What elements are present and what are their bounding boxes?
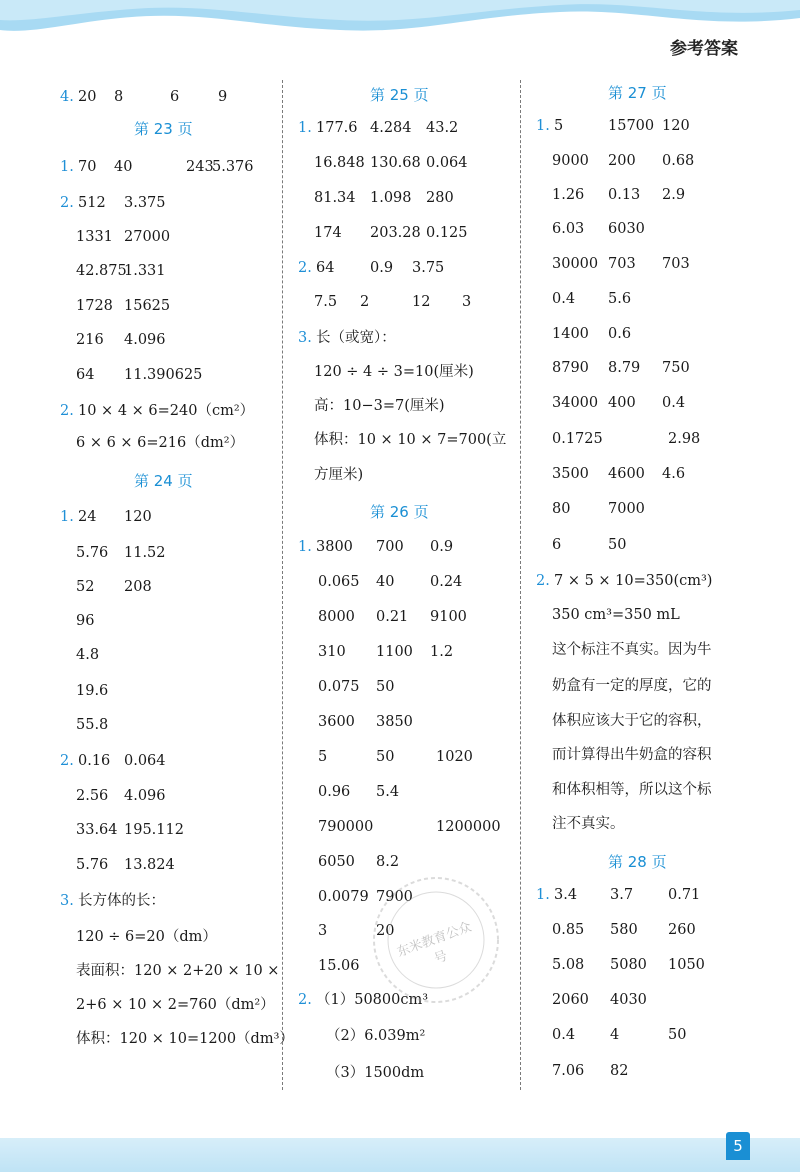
answer-value: 11.390625 (124, 367, 203, 383)
answer-value: 27000 (124, 229, 171, 245)
question-number: 2. (298, 260, 312, 276)
question-number: 2. (536, 573, 550, 589)
answer-value: 0.064 (426, 155, 468, 171)
answer-value: 20 (376, 923, 395, 939)
answer-value: 3.7 (610, 887, 634, 903)
page-heading: 第 27 页 (608, 84, 667, 102)
answer-column-1 (60, 0, 294, 1100)
answer-value: 0.0079 (318, 889, 369, 905)
answer-value: 81.34 (314, 190, 356, 206)
answer-value: 表面积：120 × 2+20 × 10 × (76, 963, 280, 979)
question-number: 2. (60, 403, 74, 419)
answer-value: 9100 (430, 609, 467, 625)
answer-value: 24 (78, 509, 97, 525)
answer-value: 790000 (318, 819, 374, 835)
answer-value: 奶盒有一定的厚度，它的 (552, 678, 712, 694)
answer-value: （2）6.039m² (326, 1028, 426, 1044)
answer-value: 0.21 (376, 609, 409, 625)
answer-value: 4030 (610, 992, 647, 1008)
answer-value: 6 (170, 89, 180, 105)
answer-value: 64 (76, 367, 95, 383)
answer-value: 703 (662, 256, 690, 272)
answer-value: 580 (610, 922, 638, 938)
answer-value: 0.4 (552, 1027, 576, 1043)
answer-value: 16.848 (314, 155, 365, 171)
answer-value: 3 (462, 294, 472, 310)
answer-value: 120 (662, 118, 690, 134)
question-number: 1. (536, 887, 550, 903)
answer-value: 70 (78, 159, 97, 175)
answer-value: 203.28 (370, 225, 421, 241)
question-number: 1. (60, 509, 74, 525)
question-number: 1. (60, 159, 74, 175)
page-heading: 第 28 页 (608, 853, 667, 871)
answer-value: 1200000 (436, 819, 501, 835)
answer-value: 4 (610, 1027, 620, 1043)
answer-value: （1）50800cm³ (316, 992, 429, 1008)
answer-value: 50 (376, 679, 395, 695)
answer-value: 64 (316, 260, 335, 276)
answer-value: 3.75 (412, 260, 445, 276)
answer-value: 0.9 (370, 260, 394, 276)
answer-value: 0.85 (552, 922, 585, 938)
answer-value: 2+6 × 10 × 2=760（dm²） (76, 997, 275, 1013)
answer-value: 43.2 (426, 120, 459, 136)
answer-value: 130.68 (370, 155, 421, 171)
answer-value: 5.08 (552, 957, 585, 973)
answer-value: 5 (318, 749, 328, 765)
answer-value: 4600 (608, 466, 645, 482)
answer-value: 长方体的长： (78, 893, 165, 909)
answer-value: 12 (412, 294, 431, 310)
answer-value: 3.375 (124, 195, 166, 211)
answer-value: 5.76 (76, 857, 109, 873)
question-number: 3. (60, 893, 74, 909)
answer-value: 3.4 (554, 887, 578, 903)
answer-value: 0.065 (318, 574, 360, 590)
answer-value: 1.331 (124, 263, 166, 279)
answer-value: 4.6 (662, 466, 686, 482)
answer-value: 4.284 (370, 120, 412, 136)
answer-value: 1.098 (370, 190, 412, 206)
answer-value: 5080 (610, 957, 647, 973)
answer-value: 1.26 (552, 187, 585, 203)
answer-value: 0.4 (552, 291, 576, 307)
answer-value: 243 (186, 159, 214, 175)
answer-value: 0.71 (668, 887, 701, 903)
answer-value: 5.6 (608, 291, 632, 307)
answer-value: 8 (114, 89, 124, 105)
watermark-seal-text: 东米教育公众号 (395, 919, 474, 968)
answer-value: 0.24 (430, 574, 463, 590)
answer-value: 350 cm³=350 mL (552, 607, 680, 623)
question-number: 1. (298, 539, 312, 555)
answer-value: 13.824 (124, 857, 175, 873)
answer-value: 1050 (668, 957, 705, 973)
answer-value: 3600 (318, 714, 355, 730)
answer-value: 20 (78, 89, 97, 105)
answer-value: 体积：120 × 10=1200（dm³） (76, 1031, 294, 1047)
answer-value: 8790 (552, 360, 589, 376)
answer-value: 8000 (318, 609, 355, 625)
answer-value: 120 ÷ 4 ÷ 3=10(厘米) (314, 364, 474, 380)
answer-value: 2.9 (662, 187, 686, 203)
answer-value: 5.376 (212, 159, 254, 175)
answer-value: 82 (610, 1063, 629, 1079)
answer-value: 0.68 (662, 153, 695, 169)
answer-value: 6 × 6 × 6=216（dm²） (76, 435, 245, 451)
answer-value: 40 (376, 574, 395, 590)
answer-value: （3）1500dm (326, 1065, 425, 1081)
answer-value: 0.1725 (552, 431, 603, 447)
page-heading: 第 25 页 (370, 86, 429, 104)
page-heading: 第 23 页 (134, 120, 193, 138)
answer-value: 2 (360, 294, 370, 310)
answer-value: 1331 (76, 229, 113, 245)
answer-value: 6 (552, 537, 562, 553)
answer-value: 体积：10 × 10 × 7=700(立 (314, 432, 507, 448)
answer-value: 方厘米) (314, 467, 364, 483)
answer-value: 33.64 (76, 822, 118, 838)
answer-value: 19.6 (76, 683, 109, 699)
answer-value: 5 (554, 118, 564, 134)
answer-value: 0.96 (318, 784, 351, 800)
question-number: 2. (60, 753, 74, 769)
answer-value: 3800 (316, 539, 353, 555)
answer-value: 310 (318, 644, 346, 660)
answer-value: 长（或宽）： (316, 330, 396, 346)
answer-value: 42.875 (76, 263, 127, 279)
answer-value: 400 (608, 395, 636, 411)
answer-value: 7900 (376, 889, 413, 905)
answer-value: 2.98 (668, 431, 701, 447)
answer-value: 7.5 (314, 294, 338, 310)
answer-value: 177.6 (316, 120, 358, 136)
answer-value: 216 (76, 332, 104, 348)
answer-value: 4.8 (76, 647, 100, 663)
header-title: 参考答案 (670, 39, 738, 59)
answer-value: 这个标注不真实。因为牛 (552, 642, 712, 658)
answer-value: 6030 (608, 221, 645, 237)
answer-value: 0.9 (430, 539, 454, 555)
answer-value: 96 (76, 613, 95, 629)
answer-value: 0.6 (608, 326, 632, 342)
answer-column-3 (538, 0, 758, 1100)
answer-value: 703 (608, 256, 636, 272)
page-heading: 第 24 页 (134, 472, 193, 490)
answer-value: 4.096 (124, 788, 166, 804)
answer-value: 注不真实。 (552, 816, 625, 832)
answer-value: 50 (608, 537, 627, 553)
answer-value: 0.13 (608, 187, 641, 203)
answer-value: 1100 (376, 644, 413, 660)
answer-value: 8.79 (608, 360, 641, 376)
answer-value: 5.4 (376, 784, 400, 800)
question-number: 1. (298, 120, 312, 136)
question-number: 2. (298, 992, 312, 1008)
footer-band (0, 1138, 800, 1172)
answer-value: 195.112 (124, 822, 184, 838)
answer-value: 0.16 (78, 753, 111, 769)
answer-value: 0.064 (124, 753, 166, 769)
answer-value: 体积应该大于它的容积， (552, 713, 712, 729)
answer-value: 5.76 (76, 545, 109, 561)
answer-value: 10 × 4 × 6=240（cm²） (78, 403, 255, 419)
answer-value: 512 (78, 195, 106, 211)
answer-value: 750 (662, 360, 690, 376)
answer-value: 2.56 (76, 788, 109, 804)
answer-value: 9 (218, 89, 228, 105)
answer-value: 280 (426, 190, 454, 206)
answer-value: 4.096 (124, 332, 166, 348)
answer-value: 50 (376, 749, 395, 765)
answer-value: 208 (124, 579, 152, 595)
question-number: 1. (536, 118, 550, 134)
answer-value: 52 (76, 579, 95, 595)
answer-value: 1020 (436, 749, 473, 765)
answer-value: 6.03 (552, 221, 585, 237)
answer-value: 3850 (376, 714, 413, 730)
answer-value: 15625 (124, 298, 171, 314)
answer-value: 0.125 (426, 225, 468, 241)
answer-value: 0.4 (662, 395, 686, 411)
question-number: 2. (60, 195, 74, 211)
answer-value: 高：10−3=7(厘米) (314, 398, 445, 414)
answer-value: 和体积相等，所以这个标 (552, 782, 712, 798)
answer-value: 80 (552, 501, 571, 517)
answer-value: 55.8 (76, 717, 109, 733)
answer-value: 7000 (608, 501, 645, 517)
answer-value: 3 (318, 923, 328, 939)
answer-value: 2060 (552, 992, 589, 1008)
column-divider-2 (520, 80, 521, 1090)
answer-value: 260 (668, 922, 696, 938)
column-divider-1 (282, 80, 283, 1090)
answer-value: 0.075 (318, 679, 360, 695)
answer-value: 15.06 (318, 958, 360, 974)
answer-value: 50 (668, 1027, 687, 1043)
answer-value: 15700 (608, 118, 655, 134)
question-number: 4. (60, 89, 74, 105)
answer-value: 34000 (552, 395, 599, 411)
page-heading: 第 26 页 (370, 503, 429, 521)
answer-value: 3500 (552, 466, 589, 482)
answer-value: 120 ÷ 6=20（dm） (76, 929, 217, 945)
answer-value: 1400 (552, 326, 589, 342)
answer-value: 而计算得出牛奶盒的容积 (552, 747, 712, 763)
answer-value: 11.52 (124, 545, 166, 561)
answer-value: 7.06 (552, 1063, 585, 1079)
answer-value: 40 (114, 159, 133, 175)
answer-value: 1728 (76, 298, 113, 314)
question-number: 3. (298, 330, 312, 346)
answer-value: 1.2 (430, 644, 454, 660)
page-number: 5 (726, 1132, 750, 1160)
answer-value: 120 (124, 509, 152, 525)
answer-value: 200 (608, 153, 636, 169)
answer-value: 7 × 5 × 10=350(cm³) (554, 573, 713, 589)
answer-value: 30000 (552, 256, 599, 272)
answer-value: 6050 (318, 854, 355, 870)
answer-value: 174 (314, 225, 342, 241)
answer-value: 9000 (552, 153, 589, 169)
answer-value: 700 (376, 539, 404, 555)
answer-value: 8.2 (376, 854, 400, 870)
